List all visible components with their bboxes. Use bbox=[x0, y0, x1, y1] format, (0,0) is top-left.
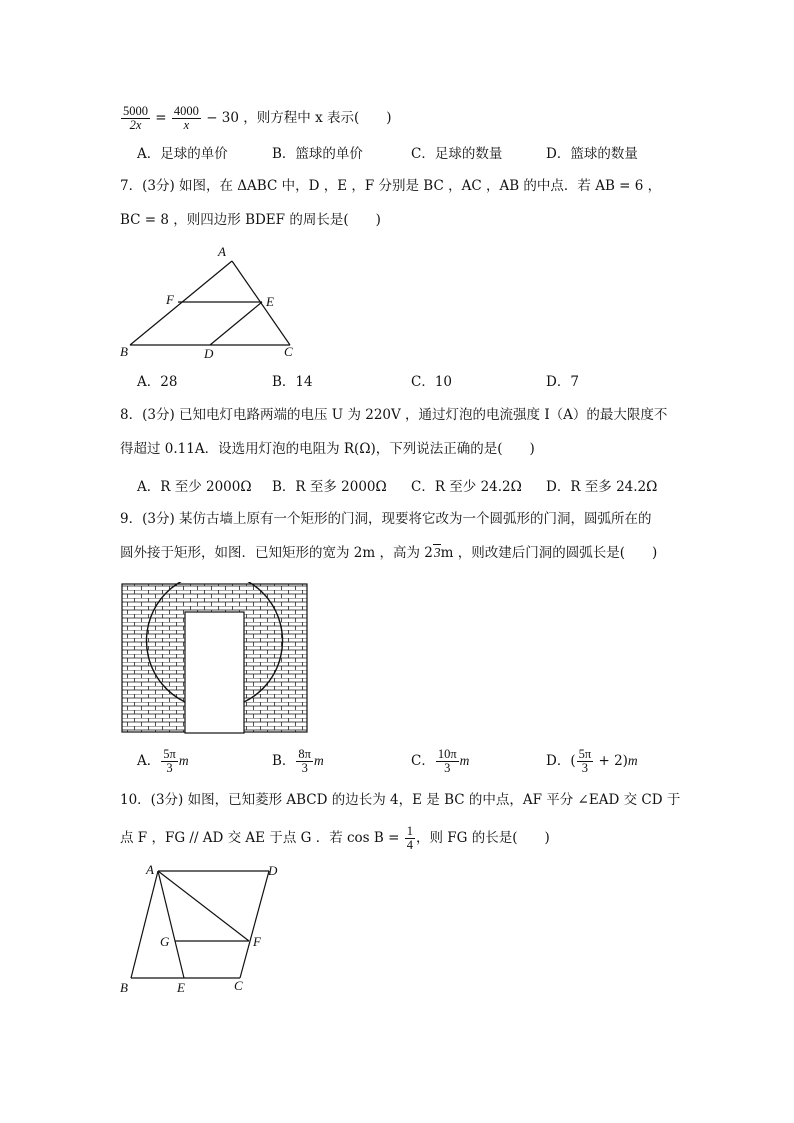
q10-label-f: F bbox=[253, 934, 261, 949]
q9-option-b-label: B． bbox=[272, 753, 296, 769]
q9-option-a[interactable] bbox=[137, 748, 189, 775]
q9-option-b-num: 8π bbox=[298, 747, 311, 761]
q9-wall-figure bbox=[120, 582, 310, 734]
q9-option-c-num: 10π bbox=[437, 747, 457, 761]
q9-option-a-num: 5π bbox=[163, 747, 176, 761]
q6-fraction-1 bbox=[121, 105, 150, 132]
q10-label-b: B bbox=[120, 980, 128, 995]
q10-stem-line2 bbox=[120, 825, 550, 852]
q6-frac2-denominator: x bbox=[183, 118, 190, 132]
q10-label-c: C bbox=[234, 978, 243, 993]
q9-option-c-den: 3 bbox=[444, 761, 451, 775]
q6-option-d[interactable]: D．篮球的数量 bbox=[546, 146, 638, 162]
q10-segment-af bbox=[158, 871, 249, 941]
q9-option-d-unit: m bbox=[627, 753, 638, 768]
q9-option-a-unit: m bbox=[178, 753, 189, 768]
q9-option-d-label: D． bbox=[546, 753, 571, 769]
q10-side-ab bbox=[131, 871, 158, 978]
q7-label-e: E bbox=[266, 294, 274, 309]
q9-option-d-fraction bbox=[577, 748, 594, 775]
q9-stem-line2-start: 圆外接于矩形，如图．已知矩形的宽为 2m ，高为 2 bbox=[120, 545, 433, 561]
q7-side-ab bbox=[130, 261, 232, 345]
q9-option-a-den: 3 bbox=[166, 761, 173, 775]
q7-label-d: D bbox=[204, 346, 214, 361]
q6-option-b[interactable]: B．篮球的单价 bbox=[272, 146, 363, 162]
q9-option-c[interactable] bbox=[411, 748, 469, 775]
q10-side-dc bbox=[240, 871, 269, 978]
q9-option-c-fraction bbox=[436, 748, 459, 775]
q8-option-c[interactable]: C．R 至少 24.2Ω bbox=[411, 479, 522, 495]
q9-option-b-den: 3 bbox=[301, 761, 308, 775]
q6-question-tail: ，则方程中 x 表示( ) bbox=[243, 110, 392, 126]
q7-stem-line1: 7．(3分) 如图，在 ΔABC 中，D ，E ，F 分别是 BC ，AC ，AB 的中点．若 AB = 6 ， bbox=[120, 178, 662, 194]
q9-rectangular-doorway bbox=[185, 612, 244, 733]
q8-option-d[interactable]: D．R 至多 24.2Ω bbox=[546, 479, 658, 495]
q10-segment-ae bbox=[158, 871, 184, 978]
q8-option-a[interactable]: A．R 至少 2000Ω bbox=[137, 479, 252, 495]
q9-sqrt-radicand: 3 bbox=[433, 545, 441, 560]
q9-stem-line2-end: m ，则改建后门洞的圆弧长是( ) bbox=[440, 545, 658, 561]
q7-option-a[interactable]: A．28 bbox=[137, 374, 178, 390]
q7-label-b: B bbox=[120, 344, 128, 359]
q9-option-b-unit: m bbox=[313, 753, 324, 768]
q6-frac2-numerator: 4000 bbox=[173, 104, 199, 118]
q10-label-e: E bbox=[177, 980, 185, 995]
q9-option-a-fraction bbox=[161, 748, 178, 775]
q10-stem-line2-end: ，则 FG 的长是( ) bbox=[415, 830, 550, 846]
q7-segment-de bbox=[210, 302, 262, 345]
q7-label-c: C bbox=[284, 344, 293, 359]
q6-option-a[interactable]: A．足球的单价 bbox=[137, 146, 228, 162]
q6-minus-term: − 30 bbox=[206, 110, 239, 126]
q7-label-a: A bbox=[218, 244, 226, 259]
q7-option-c[interactable]: C．10 bbox=[411, 374, 453, 390]
q9-option-c-label: C． bbox=[411, 753, 435, 769]
q6-option-c[interactable]: C．足球的数量 bbox=[411, 146, 503, 162]
q6-equation-line bbox=[120, 105, 392, 132]
q9-option-d-den: 3 bbox=[581, 761, 589, 775]
q10-cos-num: 1 bbox=[406, 824, 413, 838]
q10-stem-line1: 10．(3分) 如图，已知菱形 ABCD 的边长为 4，E 是 BC 的中点，AF 平分 ∠EAD 交 CD 于 bbox=[120, 792, 681, 808]
q9-option-d-num: 5π bbox=[578, 747, 592, 761]
q9-option-c-unit: m bbox=[459, 753, 470, 768]
q9-option-d-post: + 2) bbox=[594, 753, 628, 769]
q9-stem-line2 bbox=[120, 543, 657, 563]
q9-option-d[interactable] bbox=[546, 748, 638, 775]
q6-frac1-numerator: 5000 bbox=[123, 104, 148, 118]
q7-label-f: F bbox=[166, 292, 174, 307]
q7-option-d[interactable]: D．7 bbox=[546, 374, 579, 390]
q7-option-b[interactable]: B．14 bbox=[272, 374, 313, 390]
q6-frac1-denominator: 2x bbox=[129, 118, 142, 132]
q6-equals: = bbox=[155, 110, 167, 126]
q10-label-a: A bbox=[146, 862, 154, 877]
q9-option-b[interactable] bbox=[272, 748, 324, 775]
q7-stem-line2: BC = 8 ，则四边形 BDEF 的周长是( ) bbox=[120, 212, 381, 228]
q9-stem-line1: 9．(3分) 某仿古墙上原有一个矩形的门洞，现要将它改为一个圆弧形的门洞，圆弧所在的 bbox=[120, 511, 652, 527]
q10-label-g: G bbox=[160, 934, 170, 949]
q8-stem-line1: 8．(3分) 已知电灯电路两端的电压 U 为 220V ，通过灯泡的电流强度 I（A）的最大限度不 bbox=[120, 407, 668, 423]
q6-fraction-2 bbox=[172, 105, 201, 132]
q9-option-a-label: A． bbox=[137, 753, 161, 769]
q10-rhombus-figure bbox=[110, 858, 300, 998]
q10-stem-line2-start: 点 F ，FG // AD 交 AE 于点 G ．若 cos B = bbox=[120, 830, 400, 846]
q9-option-b-fraction bbox=[296, 748, 313, 775]
q9-option-d-pre: ( bbox=[570, 753, 576, 769]
q10-cos-fraction bbox=[405, 825, 415, 852]
q8-stem-line2: 得超过 0.11A．设选用灯泡的电阻为 R(Ω)，下列说法正确的是( ) bbox=[120, 441, 535, 457]
q8-option-b[interactable]: B．R 至多 2000Ω bbox=[272, 479, 387, 495]
q10-cos-den: 4 bbox=[406, 838, 413, 852]
q7-triangle-figure bbox=[110, 240, 310, 365]
q10-label-d: D bbox=[268, 863, 278, 878]
